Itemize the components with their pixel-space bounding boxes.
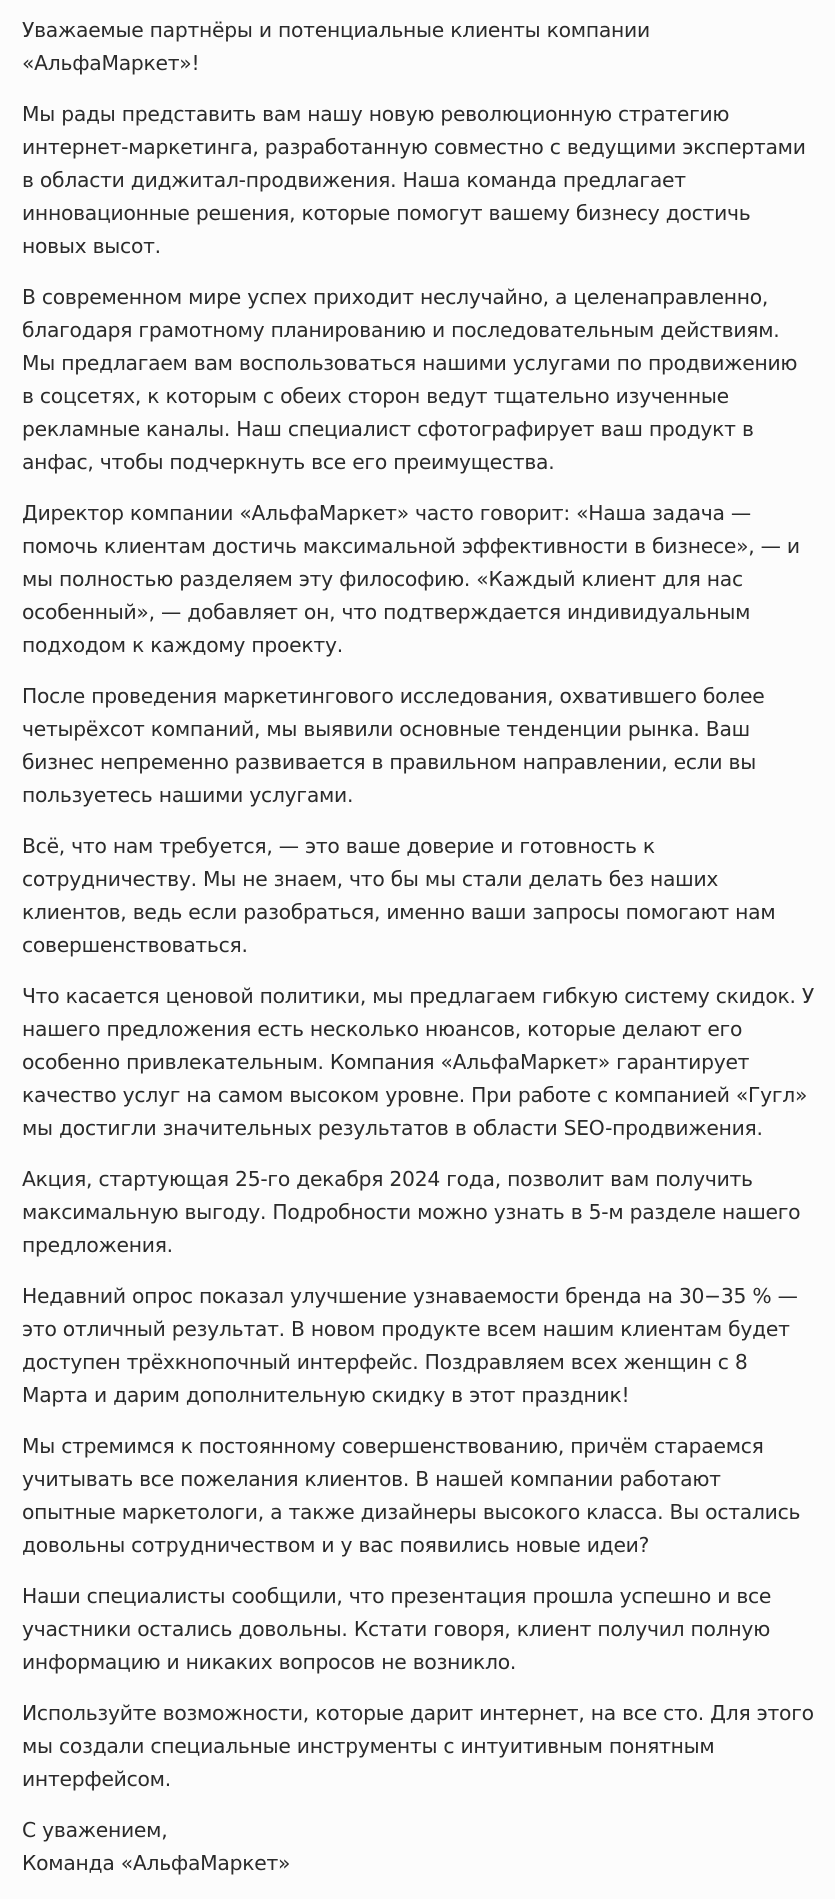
signature-closing: С уважением, — [22, 1818, 168, 1842]
signature — [22, 1814, 815, 1880]
signature-sender: Команда «АльфаМаркет» — [22, 1851, 291, 1875]
paragraph-improvement: Мы стремимся к постоянному совершенствованию, причём стараемся учитывать все пожелания клиентов. В нашей компании работают опытные маркетологи, а также дизайнеры высокого класса. Вы остались довольны сотрудничеством и у вас появились новые идеи? — [22, 1434, 801, 1557]
paragraph-presentation: Наши специалисты сообщили, что презентация прошла успешно и все участники остались довольны. Кстати говоря, клиент получил полную информацию и никаких вопросов не возникло. — [22, 1584, 772, 1674]
paragraph-research: После проведения маркетингового исследования, охватившего более четырёхсот компаний, мы выявили основные тенденции рынка. Ваш бизнес непременно развивается в правильном направлении, если вы пользуетесь нашими услугами. — [22, 684, 765, 807]
paragraph-trust: Всё, что нам требуется, — это ваше доверие и готовность к сотрудничеству. Мы не знаем, что бы мы стали делать без наших клиентов, ведь если разобраться, именно ваши запросы помогают нам совершенствоваться. — [22, 834, 776, 957]
paragraph-intro: Мы рады представить вам нашу новую революционную стратегию интернет-маркетинга, разработанную совместно с ведущими экспертами в области диджитал-продвижения. Наша команда предлагает инновационные решения, которые помогут вашему бизнесу достичь новых высот. — [22, 102, 806, 258]
paragraph-tools: Используйте возможности, которые дарит интернет, на все сто. Для этого мы создали специальные инструменты с интуитивным понятным интерфейсом. — [22, 1701, 814, 1791]
paragraph-strategy: В современном мире успех приходит неслучайно, а целенаправленно, благодаря грамотному планированию и последовательным действиям. Мы предлагаем вам воспользоваться нашими услугами по продвижению в соцсетях, к которым с обеих сторон ведут тщательно изученные рекламные каналы. Наш специалист сфотографирует ваш продукт в анфас, чтобы подчеркнуть все его преимущества. — [22, 285, 798, 474]
paragraph-pricing: Что касается ценовой политики, мы предлагаем гибкую систему скидок. У нашего предложения есть несколько нюансов, которые делают его особенно привлекательным. Компания «АльфаМаркет» гарантирует качество услуг на самом высоком уровне. При работе с компанией «Гугл» мы достигли значительных результатов в области SEO-продвижения. — [22, 984, 814, 1140]
paragraph-survey: Недавний опрос показал улучшение узнаваемости бренда на 30−35 % — это отличный результат. В новом продукте всем нашим клиентам будет доступен трёхкнопочный интерфейс. Поздравляем всех женщин с 8 Марта и дарим дополнительную скидку в этот праздник! — [22, 1284, 798, 1407]
greeting: Уважаемые партнёры и потенциальные клиенты компании «АльфаМаркет»! — [22, 18, 650, 75]
paragraph-promo: Акция, стартующая 25-го декабря 2024 года, позволит вам получить максимальную выгоду. Подробности можно узнать в 5-м разделе нашего предложения. — [22, 1167, 801, 1257]
paragraph-director-quote: Директор компании «АльфаМаркет» часто говорит: «Наша задача — помочь клиентам достичь максимальной эффективности в бизнесе», — и мы полностью разделяем эту философию. «Каждый клиент для нас особенный», — добавляет он, что подтверждается индивидуальным подходом к каждому проекту. — [22, 501, 800, 657]
